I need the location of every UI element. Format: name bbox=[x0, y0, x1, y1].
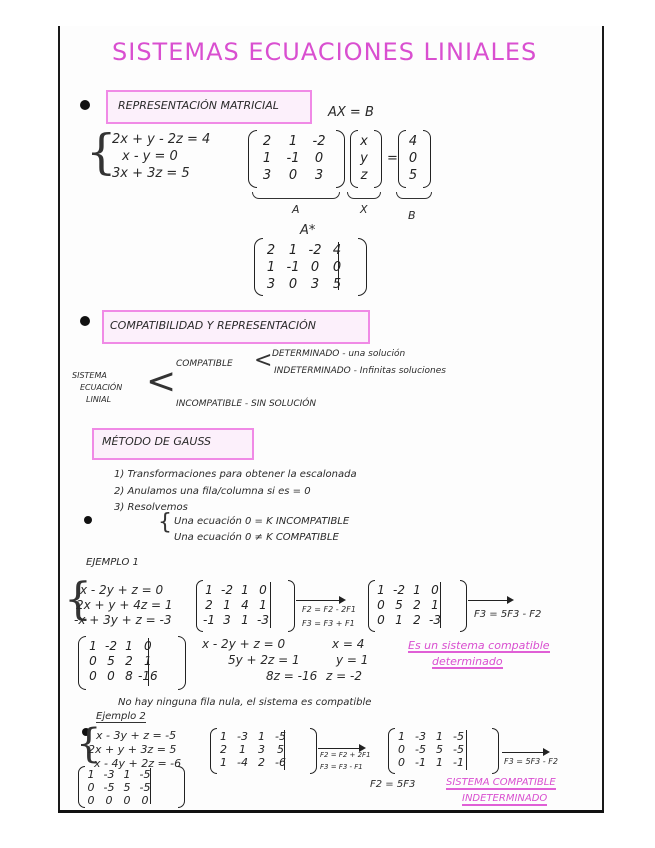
arrow-icon bbox=[318, 748, 364, 749]
matrix-cell: 2 bbox=[413, 597, 421, 612]
ex1-matrix-1 bbox=[200, 582, 272, 627]
ex1-op-2: F3 = F3 + F1 bbox=[302, 619, 355, 628]
paren-left bbox=[210, 728, 217, 774]
matrix-cell: -2 bbox=[308, 243, 322, 258]
matrix-cell: 1 bbox=[87, 768, 95, 781]
vector-x bbox=[356, 133, 372, 184]
paren-left bbox=[78, 636, 86, 690]
page-bottom-edge bbox=[58, 810, 604, 813]
sistema-label-1: SISTEMA bbox=[72, 371, 107, 380]
ex1-backsub-3: 8z = -16 bbox=[266, 669, 318, 683]
matrix-cell: 2 bbox=[220, 743, 227, 756]
matrix-cell: 0 bbox=[408, 151, 418, 166]
bullet-icon bbox=[80, 100, 90, 110]
matrix-cell: 0 bbox=[288, 168, 298, 183]
matrix-cell: 3 bbox=[262, 168, 272, 183]
ex2-eq-f2: F2 = 5F3 bbox=[370, 779, 416, 790]
label-x: X bbox=[360, 203, 368, 216]
matrix-cell: 4 bbox=[332, 243, 342, 258]
paren-left bbox=[78, 766, 85, 808]
matrix-cell: 1 bbox=[125, 638, 133, 653]
matrix-cell: 0 bbox=[332, 260, 342, 275]
matrix-cell: 1 bbox=[241, 582, 249, 597]
section-heading-gauss: MÉTODO DE GAUSS bbox=[102, 435, 212, 448]
determinado-label: DETERMINADO - una solución bbox=[272, 349, 406, 359]
paren-right bbox=[310, 728, 317, 774]
paren-right bbox=[178, 766, 185, 808]
ex1-matrix-2 bbox=[372, 582, 444, 627]
underbrace-b bbox=[396, 192, 432, 199]
matrix-cell: -1 bbox=[203, 612, 215, 627]
matrix-cell: -6 bbox=[275, 756, 286, 769]
system-eq-1: 2x + y - 2z = 4 bbox=[112, 132, 211, 147]
matrix-cell: -1 bbox=[415, 756, 426, 769]
matrix-cell: -5 bbox=[139, 781, 151, 794]
example-2-label: Ejemplo 2 bbox=[96, 711, 146, 722]
incompatible-label: INCOMPATIBLE - SIN SOLUCIÓN bbox=[176, 399, 317, 409]
matrix-cell: 2 bbox=[125, 653, 133, 668]
augment-bar bbox=[338, 242, 339, 290]
augment-bar bbox=[466, 730, 467, 770]
matrix-cell: 8 bbox=[125, 668, 133, 683]
ex2-eq-3: x - 4y + 2z = -6 bbox=[94, 757, 182, 770]
matrix-cell: -2 bbox=[393, 582, 405, 597]
matrix-cell: 0 bbox=[310, 260, 320, 275]
ex1-conclusion-1: Es un sistema compatible bbox=[408, 639, 550, 652]
matrix-cell: -5 bbox=[275, 730, 286, 743]
matrix-cell: 1 bbox=[266, 260, 276, 275]
paren-left bbox=[368, 580, 375, 632]
matrix-cell: -5 bbox=[415, 743, 426, 756]
matrix-cell: 2 bbox=[262, 134, 272, 149]
paren-left bbox=[196, 580, 203, 632]
matrix-cell: 0 bbox=[431, 582, 439, 597]
matrix-cell: 0 bbox=[398, 756, 405, 769]
gauss-substep-2: Una ecuación 0 ≠ K COMPATIBLE bbox=[174, 532, 339, 543]
matrix-cell: 5 bbox=[408, 168, 418, 183]
paren-left bbox=[388, 728, 395, 774]
ex1-conclusion-2: determinado bbox=[432, 655, 503, 668]
system-brace: { bbox=[86, 124, 117, 180]
augment-bar bbox=[150, 768, 151, 804]
matrix-cell: 0 bbox=[89, 653, 97, 668]
matrix-cell: 1 bbox=[241, 612, 249, 627]
matrix-cell: 5 bbox=[395, 597, 403, 612]
matrix-cell: -1 bbox=[453, 756, 464, 769]
matrix-cell: 1 bbox=[262, 151, 272, 166]
matrix-cell: -5 bbox=[453, 730, 464, 743]
matrix-cell: 1 bbox=[413, 582, 421, 597]
matrix-cell: 0 bbox=[105, 794, 113, 807]
matrix-cell: -3 bbox=[103, 768, 115, 781]
matrix-cell: 3 bbox=[223, 612, 231, 627]
matrix-cell: 1 bbox=[288, 134, 298, 149]
equals-sign: = bbox=[387, 151, 398, 166]
matrix-cell: -4 bbox=[237, 756, 248, 769]
underbrace-a bbox=[252, 192, 340, 199]
brace-less-than: < bbox=[254, 348, 273, 373]
matrix-cell: 0 bbox=[123, 794, 131, 807]
matrix-cell: 1 bbox=[288, 243, 298, 258]
matrix-cell: 1 bbox=[220, 756, 227, 769]
matrix-cell: 1 bbox=[395, 612, 403, 627]
matrix-cell: 1 bbox=[220, 730, 227, 743]
matrix-cell: -5 bbox=[103, 781, 115, 794]
system-eq-2: x - y = 0 bbox=[122, 149, 178, 164]
gauss-step-2: 2) Anulamos una fila/columna si es = 0 bbox=[114, 486, 311, 497]
paren-right bbox=[423, 130, 431, 188]
matrix-cell: y bbox=[360, 151, 368, 166]
ex1-op-3: F3 = 5F3 - F2 bbox=[474, 609, 542, 620]
matrix-cell: 0 bbox=[288, 277, 298, 292]
brace-less-than: < bbox=[146, 361, 177, 402]
ex2-op-2: F3 = F3 - F1 bbox=[320, 763, 363, 771]
augment-bar bbox=[148, 638, 149, 686]
matrix-cell: 0 bbox=[107, 668, 115, 683]
matrix-cell: 1 bbox=[398, 730, 405, 743]
sistema-label-3: LINIAL bbox=[86, 395, 112, 404]
bullet-icon bbox=[84, 516, 92, 524]
ex1-eq-1: x - 2y + z = 0 bbox=[80, 583, 164, 597]
matrix-cell: 2 bbox=[266, 243, 276, 258]
matrix-cell: 5 bbox=[107, 653, 115, 668]
ex2-conclusion-2: INDETERMINADO bbox=[462, 793, 548, 804]
ex1-backsub-2: 5y + 2z = 1 bbox=[228, 653, 300, 667]
arrow-icon bbox=[296, 600, 344, 601]
ex1-note: No hay ninguna fila nula, el sistema es compatible bbox=[118, 697, 372, 708]
matrix-a bbox=[254, 133, 332, 184]
gauss-step-3: 3) Resolvemos bbox=[114, 502, 188, 513]
ex2-op-1: F2 = F2 + 2F1 bbox=[320, 751, 371, 759]
matrix-cell: 5 bbox=[436, 743, 443, 756]
section-heading-matricial: REPRESENTACIÓN MATRICIAL bbox=[118, 99, 279, 112]
matrix-cell: 1 bbox=[223, 597, 231, 612]
matrix-cell: -2 bbox=[312, 134, 326, 149]
paren-right bbox=[288, 580, 295, 632]
matrix-cell: 0 bbox=[87, 794, 95, 807]
augmented-label: A* bbox=[300, 223, 316, 238]
example-1-label: EJEMPLO 1 bbox=[86, 557, 139, 568]
matrix-cell: 0 bbox=[259, 582, 267, 597]
matrix-cell: 4 bbox=[241, 597, 249, 612]
matrix-cell: 2 bbox=[258, 756, 265, 769]
arrow-icon bbox=[502, 752, 548, 753]
ex2-matrix-1 bbox=[214, 730, 290, 769]
gauss-substep-1: Una ecuación 0 = K INCOMPATIBLE bbox=[174, 516, 350, 527]
matrix-cell: 0 bbox=[377, 597, 385, 612]
matrix-cell: 1 bbox=[431, 597, 439, 612]
augment-bar bbox=[270, 582, 271, 628]
matrix-cell: 3 bbox=[258, 743, 265, 756]
system-brace: { bbox=[64, 574, 92, 625]
page-title: SISTEMAS ECUACIONES LINIALES bbox=[112, 38, 538, 66]
paren-right bbox=[178, 636, 186, 690]
matrix-cell: 0 bbox=[143, 638, 152, 653]
matrix-cell: 1 bbox=[259, 597, 267, 612]
paren-right bbox=[492, 728, 499, 774]
matrix-cell: 1 bbox=[377, 582, 385, 597]
paren-left bbox=[254, 238, 263, 296]
matrix-cell: -3 bbox=[237, 730, 248, 743]
matrix-cell: -3 bbox=[429, 612, 441, 627]
ex1-result-x: x = 4 bbox=[332, 637, 365, 651]
sistema-label-2: ECUACIÓN bbox=[80, 383, 123, 392]
matrix-cell: -2 bbox=[221, 582, 233, 597]
matrix-cell: 3 bbox=[310, 277, 320, 292]
ex2-matrix-2 bbox=[392, 730, 468, 769]
formula-ax-b: AX = B bbox=[328, 105, 374, 120]
paren-left bbox=[350, 130, 358, 188]
arrow-icon bbox=[468, 600, 512, 601]
matrix-cell: 4 bbox=[408, 134, 418, 149]
ex1-eq-2: 2x + y + 4z = 1 bbox=[76, 598, 173, 612]
matrix-cell: -1 bbox=[286, 151, 300, 166]
ex2-conclusion-1: SISTEMA COMPATIBLE bbox=[446, 777, 556, 788]
matrix-cell: 1 bbox=[436, 730, 443, 743]
matrix-cell: 0 bbox=[87, 781, 95, 794]
paren-right bbox=[460, 580, 467, 632]
ex2-matrix-3 bbox=[82, 768, 154, 807]
matrix-cell: 3 bbox=[314, 168, 324, 183]
matrix-cell: 1 bbox=[89, 638, 97, 653]
matrix-cell: 2 bbox=[413, 612, 421, 627]
matrix-cell: 0 bbox=[377, 612, 385, 627]
section-heading-compatibilidad: COMPATIBILIDAD Y REPRESENTACIÓN bbox=[110, 319, 316, 332]
matrix-cell: 0 bbox=[89, 668, 97, 683]
indeterminado-label: INDETERMINADO - Infinitas soluciones bbox=[274, 366, 446, 376]
bullet-icon bbox=[80, 316, 90, 326]
ex2-op-3: F3 = 5F3 - F2 bbox=[504, 757, 558, 766]
augmented-matrix bbox=[260, 242, 348, 293]
paren-left bbox=[248, 130, 257, 188]
ex2-eq-2: 2x + y + 3z = 5 bbox=[88, 743, 177, 756]
matrix-cell: 0 bbox=[314, 151, 324, 166]
matrix-cell: 5 bbox=[277, 743, 284, 756]
matrix-cell: 1 bbox=[205, 582, 213, 597]
matrix-cell: x bbox=[360, 134, 368, 149]
ex2-eq-1: x - 3y + z = -5 bbox=[96, 729, 177, 742]
matrix-cell: 0 bbox=[141, 794, 149, 807]
ex1-matrix-3 bbox=[84, 638, 158, 683]
ex1-result-z: z = -2 bbox=[326, 669, 362, 683]
paren-left bbox=[398, 130, 406, 188]
matrix-cell: 1 bbox=[436, 756, 443, 769]
sub-brace: { bbox=[158, 510, 172, 535]
paren-right bbox=[336, 130, 345, 188]
underbrace-x bbox=[347, 192, 381, 199]
matrix-cell: -1 bbox=[286, 260, 300, 275]
ex1-backsub-1: x - 2y + z = 0 bbox=[202, 637, 286, 651]
matrix-cell: -3 bbox=[415, 730, 426, 743]
system-brace: { bbox=[76, 721, 102, 767]
matrix-cell: -5 bbox=[139, 768, 151, 781]
paren-right bbox=[358, 238, 367, 296]
matrix-cell: 0 bbox=[398, 743, 405, 756]
matrix-cell: -5 bbox=[453, 743, 464, 756]
matrix-cell: -16 bbox=[138, 668, 158, 683]
matrix-cell: 1 bbox=[123, 768, 131, 781]
matrix-cell: 5 bbox=[332, 277, 342, 292]
matrix-cell: 2 bbox=[205, 597, 213, 612]
matrix-cell: 1 bbox=[143, 653, 152, 668]
ex1-result-y: y = 1 bbox=[336, 653, 369, 667]
compatible-label: COMPATIBLE bbox=[176, 359, 233, 369]
ex1-eq-3: -x + 3y + z = -3 bbox=[74, 613, 172, 627]
label-a: A bbox=[292, 203, 300, 216]
vector-b bbox=[405, 133, 421, 184]
gauss-step-1: 1) Transformaciones para obtener la escalonada bbox=[114, 469, 357, 480]
matrix-cell: 1 bbox=[239, 743, 246, 756]
matrix-cell: 5 bbox=[123, 781, 131, 794]
augment-bar bbox=[284, 730, 285, 770]
matrix-cell: 3 bbox=[266, 277, 276, 292]
ex1-op-1: F2 = F2 - 2F1 bbox=[302, 605, 356, 614]
paren-right bbox=[374, 130, 382, 188]
system-eq-3: 3x + 3z = 5 bbox=[112, 166, 190, 181]
matrix-cell: 1 bbox=[258, 730, 265, 743]
matrix-cell: -3 bbox=[257, 612, 269, 627]
matrix-cell: z bbox=[360, 168, 368, 183]
augment-bar bbox=[440, 582, 441, 628]
matrix-cell: -2 bbox=[105, 638, 117, 653]
label-b: B bbox=[408, 209, 416, 222]
